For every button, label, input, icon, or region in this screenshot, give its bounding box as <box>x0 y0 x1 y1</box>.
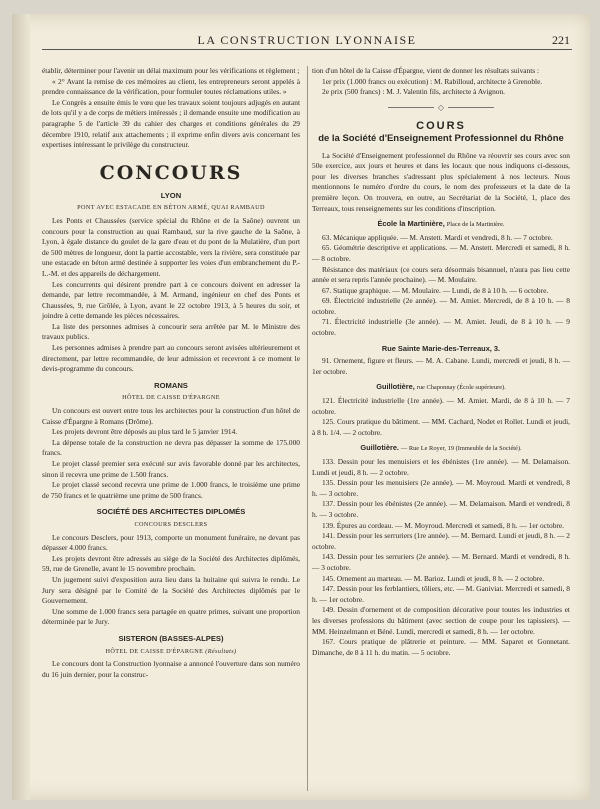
continued-paragraph: tion d'un hôtel de la Caisse d'Épargne, vient de donner les résultats suivants : <box>312 66 540 75</box>
prize-line: 1er prix (1.000 francs ou exécution) : M. Rabilloud, architecte à Grenoble. <box>322 76 543 86</box>
section-heading-romans: ROMANS <box>154 380 188 390</box>
school-name: École la Martinière, <box>377 219 445 229</box>
section-subheading <box>42 647 300 658</box>
prize-line: 2e prix (500 francs) : M. J. Valentin fils, architecte à Avignon. <box>322 87 506 97</box>
body-paragraph: La liste des personnes admises à concourir sera arrêtée par M. le Ministre des travaux publics. <box>42 321 300 342</box>
body-paragraph: Un concours est ouvert entre tous les architectes pour la construction d'un hôtel de Caisse d'Épargne à Romans (Drôme). <box>42 406 300 426</box>
school-heading <box>312 443 570 455</box>
section-heading-sisteron: SISTERON (BASSES-ALPES) <box>118 633 224 643</box>
body-paragraph: Un jugement suivi d'exposition aura lieu dans la huitaine qui suivra le rendu. Le Jury sera désigné par le Comité de la Société des Architectes diplômés par le Gouvernement. <box>42 574 300 606</box>
intro-paragraph: Le Congrès a ensuite émis le vœu que les travaux soient toujours adjugés en autant de lots qu'il y a de corps de métiers intéressés ; il demande ensuite une modification au paragraphe 5 de l'article 39 du cahier des charges et conditions générales du 29 décembre 1910, relatif aux attachements ; il exprime enfin divers avis concernant les expertises intéressant le privilège du constructeur. <box>42 97 300 150</box>
section-subheading: PONT AVEC ESTACADE EN BÉTON ARMÉ, QUAI RAMBAUD <box>77 204 265 212</box>
running-header <box>42 31 572 50</box>
body-paragraph: Le concours dont la Construction lyonnaise a annoncé l'ouverture dans son numéro du 16 juin dernier, pour la construc- <box>42 659 300 679</box>
section-heading-lyon: LYON <box>160 190 182 200</box>
school-location: rue Chaponnay (École supérieure). <box>416 384 506 392</box>
school-location: Place de la Martinière. <box>446 221 505 229</box>
course-item: 69. Électricité industrielle (2e année). — M. Amiet. Mercredi, de 8 à 10 h. — 8 octobre. <box>312 296 570 316</box>
course-item: Résistance des matériaux (ce cours sera désormais bisannuel, n'aura pas lieu cette année et sera repris l'année prochaine). — M. Moulaire. <box>312 264 570 285</box>
section-subheading: HÔTEL DE CAISSE D'ÉPARGNE <box>122 394 220 402</box>
journal-title: LA CONSTRUCTION LYONNAISE <box>197 33 417 47</box>
course-item: 147. Dessin pour les ferblantiers, tôliers, etc. — M. Ganiviat. Mercredi et samedi, 8 h. — 1er octobre. <box>312 584 570 604</box>
ornament-divider: ◇ <box>312 103 570 114</box>
body-paragraph: Une somme de 1.000 francs sera partagée en quatre primes, suivant une proportion déterminée par le Jury. <box>42 606 300 627</box>
course-item: 135. Dessin pour les menuisiers (2e année). — M. Moyroud. Mardi et vendredi, 8 h. — 3 octobre. <box>312 478 570 498</box>
subheading-text: HÔTEL DE CAISSE D'ÉPARGNE <box>105 647 204 655</box>
course-item: 91. Ornement, figure et fleurs. — M. A. Cabane. Lundi, mercredi et jeudi, 8 h. — 1er octobre. <box>312 356 570 376</box>
page-number: 221 <box>552 33 570 47</box>
intro-paragraph: établir, déterminer pour l'avenir un délai maximum pour les vérifications et règlement ; <box>42 66 300 75</box>
page-binding-shadow <box>12 14 30 800</box>
course-item: 71. Électricité industrielle (3e année). — M. Amiet. Jeudi, de 8 à 10 h. — 9 octobre. <box>312 317 570 338</box>
intro-paragraph: « 2° Avant la remise de ces mémoires au client, les entrepreneurs seront appelés à prendre connaissance de la vérification, pour formuler toutes réclamations utiles. » <box>42 76 300 97</box>
subheading-italic: (Résultats) <box>205 647 237 655</box>
body-paragraph: Les personnes admises à prendre part au concours seront avisées ultérieurement et directement, par lettre recommandée, de leur admission et recevront à ce moment le devis-programme du concours. <box>42 343 300 374</box>
course-item: 167. Cours pratique de plâtrerie et peinture. — MM. Saparet et Gonnetant. Dimanche, de 8 à 11 h. du matin. — 5 octobre. <box>312 637 570 657</box>
school-location: — Rue Le Royer, 19 (Immeuble de la Société). <box>400 445 522 453</box>
course-item: 141. Dessin pour les serruriers (1re année). — M. Bernard. Lundi et jeudi, 8 h. — 2 octobre. <box>312 531 570 551</box>
course-item: 137. Dessin pour les ébénistes (2e année). — M. Delamaison. Mardi et vendredi, 8 h. — 3 octobre. <box>312 499 570 519</box>
magazine-page <box>12 14 590 800</box>
body-paragraph: La dépense totale de la construction ne devra pas dépasser la somme de 175.000 francs. <box>42 437 300 458</box>
body-paragraph: Les projets devront être déposés au plus tard le 5 janvier 1914. <box>52 427 238 437</box>
column-divider <box>307 66 308 791</box>
course-item: 65. Géométrie descriptive et applications. — M. Anstett. Mercredi et samedi, 8 h. — 8 octobre. <box>312 243 570 263</box>
course-item: 63. Mécanique appliquée. — M. Anstett. Mardi et vendredi, 8 h. — 7 octobre. <box>322 232 553 242</box>
body-paragraph: Le projet classé premier sera exécuté sur avis favorable donné par les architectes, sinon il recevra une prime de 1.500 francs. <box>42 459 300 479</box>
left-column <box>42 66 300 680</box>
body-paragraph: Le concours Desclers, pour 1913, comporte un monument funéraire, ne devant pas dépasser 4.000 francs. <box>42 532 300 553</box>
body-paragraph: Les concurrents qui désirent prendre part à ce concours doivent en adresser la demande, par lettre recommandée, à M. Armand, ingénieur en chef des Ponts et Chaussées, 9, rue Grôlée, à Lyon, avant le 22 octobre 1913, à 5 heures du soir, et joindre à cette demande les pièces nécessaires. <box>42 279 300 321</box>
section-heading-societe: SOCIÉTÉ DES ARCHITECTES DIPLOMÉS <box>96 507 246 517</box>
body-paragraph: La Société d'Enseignement professionnel du Rhône va réouvrir ses cours avec son 50e exercice, aux jours et heures et dans les locaux que nous indiquons ci-dessous, pour les diverses branches s'adressant plus spécialement à nos lecteurs. Nous mentionnons le numéro d'ordre du cours, le nom des professeurs et la date de la première leçon. On trouvera, en outre, au Secrétariat de la Société, 1, place des Terreaux, tous renseignements sur les conditions d'inscription. <box>312 150 570 213</box>
school-name: Guillotière, <box>376 382 415 392</box>
course-item: 125. Cours pratique du bâtiment. — MM. Cachard, Nodet et Rollet. Lundi et jeudi, à 8 h. 1/4. — 2 octobre. <box>312 417 570 437</box>
course-item: 133. Dessin pour les menuisiers et les ébénistes (1re année). — M. Delamaison. Lundi et jeudi, 8 h. — 2 octobre. <box>312 457 570 477</box>
right-column <box>312 66 570 658</box>
course-item: 143. Dessin pour les serruriers (2e année). — M. Bernard. Mardi et vendredi, 8 h. — 3 octobre. <box>312 552 570 572</box>
cours-heading: COURS <box>416 120 466 133</box>
section-subheading: CONCOURS DESCLERS <box>134 520 208 528</box>
body-paragraph: Le projet classé second recevra une prime de 1.000 francs, le troisième une prime de 750 francs et le quatrième une prime de 500 francs. <box>42 480 300 500</box>
course-item: 139. Épures au cordeau. — M. Moyroud. Mercredi et samedi, 8 h. — 1er octobre. <box>322 520 564 530</box>
concours-heading: CONCOURS <box>99 161 243 184</box>
school-name: Rue Sainte Marie-des-Terreaux, 3. <box>381 343 501 353</box>
school-name: Guillotière. <box>360 443 399 453</box>
course-item: 145. Ornement au marteau. — M. Barioz. Lundi et jeudi, 8 h. — 2 octobre. <box>322 573 545 583</box>
school-heading <box>312 382 570 394</box>
course-item: 149. Dessin d'ornement et de composition décorative pour toutes les industries et les diverses professions du bâtiment (avec section de coupe pour les tapissiers). — MM. Heinzelmann et Béné. Lundi, mercredi et samedi, 8 h. — 1er octobre. <box>312 605 570 636</box>
course-item: 67. Statique graphique. — M. Moulaire. — Lundi, de 8 à 10 h. — 6 octobre. <box>322 285 549 295</box>
school-heading <box>312 344 570 355</box>
body-paragraph: Les Ponts et Chaussées (service spécial du Rhône et de la Saône) ouvrent un concours pour la construction au quai Rambaud, sur la rive gauche de la Saône, à Lyon, à égale distance du goulet de la gare d'eau et du pont de la Mulatière, d'un port de 500 mètres de longueur, dont la partie accostable, vers la rivière, sera constituée par une estacade en béton armé destinée à supporter les voies d'un embranchement du P.-L.-M. et des appareils de déchargement. <box>42 215 300 278</box>
course-item: 121. Électricité industrielle (1re année). — M. Amiet. Mardi, de 8 à 10 h. — 7 octobre. <box>312 396 570 416</box>
school-heading <box>312 219 570 231</box>
cours-subheading: de la Société d'Enseignement Professionnel du Rhône <box>318 132 564 144</box>
body-paragraph: Les projets devront être adressés au siège de la Société des Architectes diplômés, 59, rue de Grenelle, avant le 15 novembre prochain. <box>42 553 300 574</box>
